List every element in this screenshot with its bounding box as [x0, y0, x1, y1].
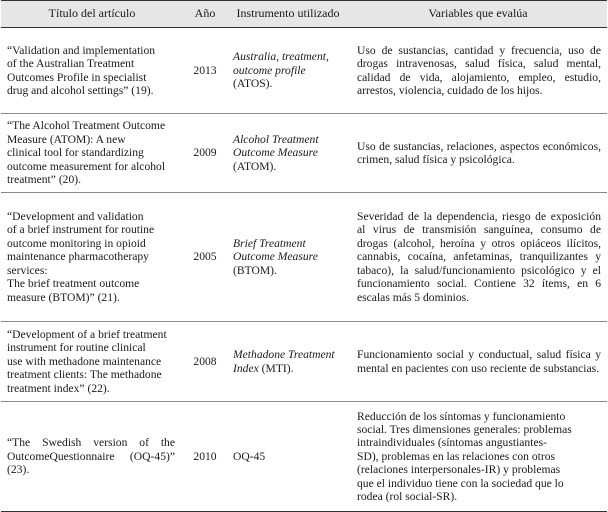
header-article-title: Título del artículo — [1, 1, 183, 28]
header-instrument: Instrumento utilizado — [227, 1, 349, 28]
table-row — [1, 402, 607, 512]
article-title-cell: “The Alcohol Treatment Outcome Measure (ATOM): A new clinical tool for standardizing outcome measurement for alcohol treatment” (20). — [1, 114, 183, 193]
table-row — [1, 114, 607, 193]
year-cell: 2005 — [183, 193, 227, 322]
instrument-cell: Brief Treatment Outcome Measure (BTOM). — [227, 193, 349, 322]
table-header-row — [1, 1, 607, 28]
variables-cell: Severidad de la dependencia, riesgo de exposición al virus de transmisión sanguínea, consumo de drogas (alcohol, heroína y otros opiáceos ilícitos, cannabis, cocaína, anfetaminas, tranquilizantes y tabaco), la salud/funcionamiento psicológico y el funcionamiento social. Contiene 32 ítems, en 6 escalas más 5 dominios. — [349, 193, 607, 322]
year-cell: 2010 — [183, 402, 227, 512]
year-cell: 2009 — [183, 114, 227, 193]
variables-cell: Funcionamiento social y conductual, salud física y mental en pacientes con uso reciente de substancias. — [349, 322, 607, 402]
variables-cell: Uso de sustancias, cantidad y frecuencia, uso de drogas intravenosas, salud física, salud mental, calidad de vida, alojamiento, empleo, estudio, arrestos, violencia, cuidado de los hijos. — [349, 28, 607, 114]
article-title-cell: “The Swedish version of the OutcomeQuestionnaire (OQ-45)” (23). — [1, 402, 183, 512]
year-cell: 2013 — [183, 28, 227, 114]
instrument-cell: Alcohol Treatment Outcome Measure (ATOM). — [227, 114, 349, 193]
header-variables: Variables que evalúa — [349, 1, 607, 28]
table-row — [1, 193, 607, 322]
year-cell: 2008 — [183, 322, 227, 402]
header-year: Año — [183, 1, 227, 28]
table-row — [1, 28, 607, 114]
instrument-cell: OQ-45 — [227, 402, 349, 512]
table-row — [1, 322, 607, 402]
instrument-cell: Methadone Treatment Index (MTI). — [227, 322, 349, 402]
articles-table — [1, 0, 607, 512]
variables-cell: Uso de sustancias, relaciones, aspectos económicos, crimen, salud física y psicológica. — [349, 114, 607, 193]
article-title-cell: “Development and validation of a brief instrument for routine outcome monitoring in opioid maintenance pharmacotherapy services: The brief treatment outcome measure (BTOM)” (21). — [1, 193, 183, 322]
article-title-cell: “Development of a brief treatment instrument for routine clinical use with methadone maintenance treatment clients: The methadone treatment index” (22). — [1, 322, 183, 402]
variables-cell: Reducción de los síntomas y funcionamiento social. Tres dimensiones generales: problemas intraindividuales (síntomas angustiantes- SD), problemas en las relaciones con otros (relaciones interpersonales-IR) y problemas que el individuo tiene con la sociedad que lo rodea (rol social-SR). — [349, 402, 607, 512]
instrument-cell: Australia, treatment, outcome profile (ATOS). — [227, 28, 349, 114]
article-title-cell: “Validation and implementation of the Australian Treatment Outcomes Profile in specialist drug and alcohol settings” (19). — [1, 28, 183, 114]
